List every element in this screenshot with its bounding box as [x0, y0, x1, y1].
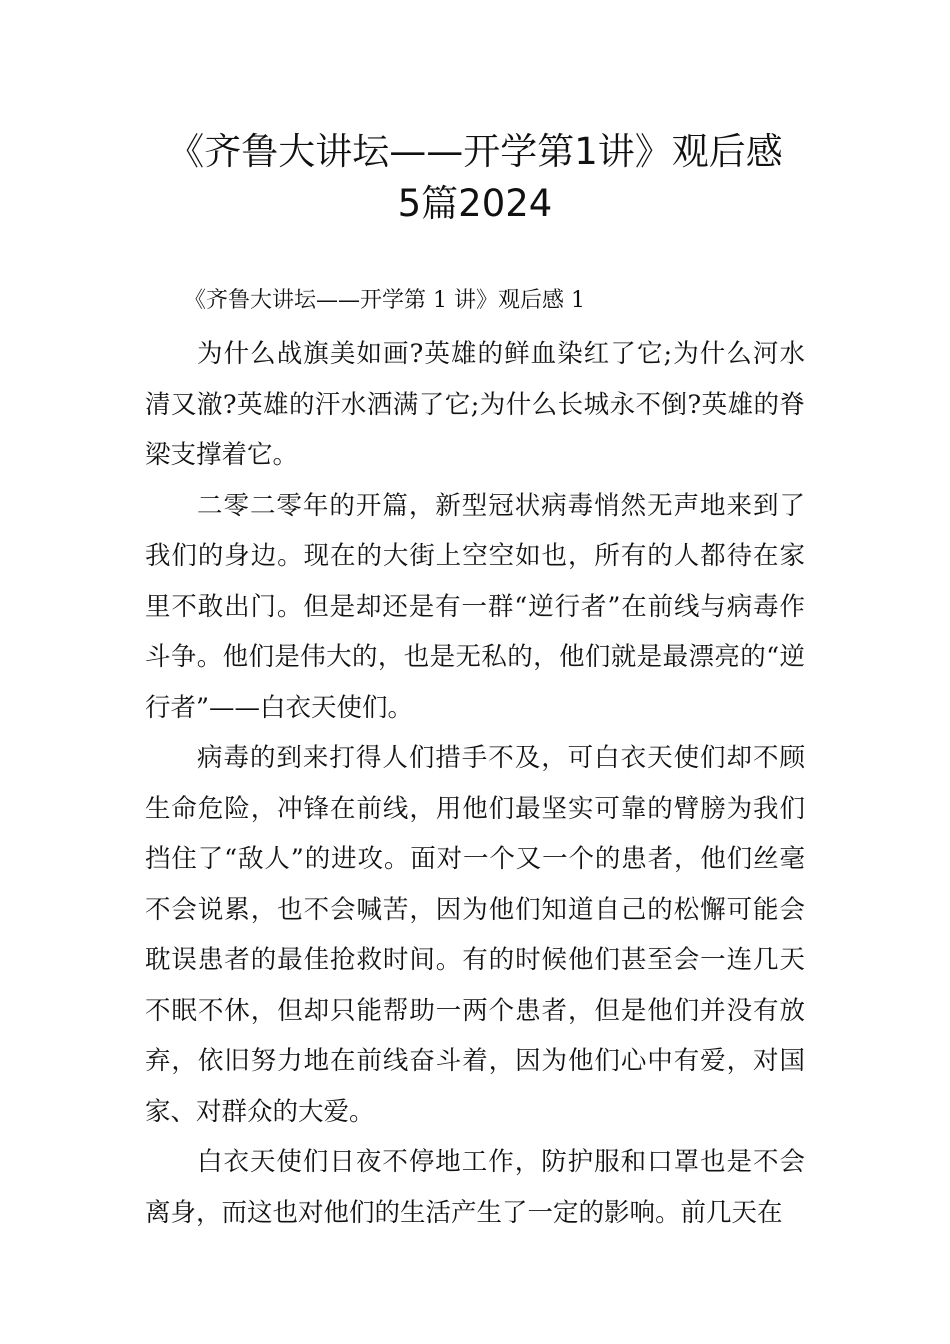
paragraph: 为什么战旗美如画?英雄的鲜血染红了它;为什么河水清又澈?英雄的汗水洒满了它;为什么长城永不倒?英雄的脊梁支撑着它。	[145, 339, 805, 470]
document-title-line1: 《齐鲁大讲坛——开学第1讲》观后感	[167, 130, 783, 173]
document-title-line2: 5篇2024	[397, 182, 553, 225]
paragraph: 二零二零年的开篇，新型冠状病毒悄然无声地来到了我们的身边。现在的大街上空空如也，所有的人都待在家里不敢出门。但是却还是有一群“逆行者”在前线与病毒作斗争。他们是伟大的，也是无私的，他们就是最漂亮的“逆行者”——白衣天使们。	[145, 490, 805, 723]
document-body	[145, 329, 805, 1238]
paragraph: 病毒的到来打得人们措手不及，可白衣天使们却不顾生命危险，冲锋在前线，用他们最坚实可靠的臂膀为我们挡住了“敌人”的进攻。面对一个又一个的患者，他们丝毫不会说累，也不会喊苦，因为他们知道自己的松懈可能会耽误患者的最佳抢救时间。有的时候他们甚至会一连几天不眠不休，但却只能帮助一两个患者，但是他们并没有放弃，依旧努力地在前线奋斗着，因为他们心中有爱，对国家、对群众的大爱。	[145, 743, 805, 1127]
paragraph: 白衣天使们日夜不停地工作，防护服和口罩也是不会离身，而这也对他们的生活产生了一定的影响。前几天在	[145, 1147, 805, 1228]
section-heading: 《齐鲁大讲坛——开学第 1 讲》观后感 1	[184, 288, 585, 313]
